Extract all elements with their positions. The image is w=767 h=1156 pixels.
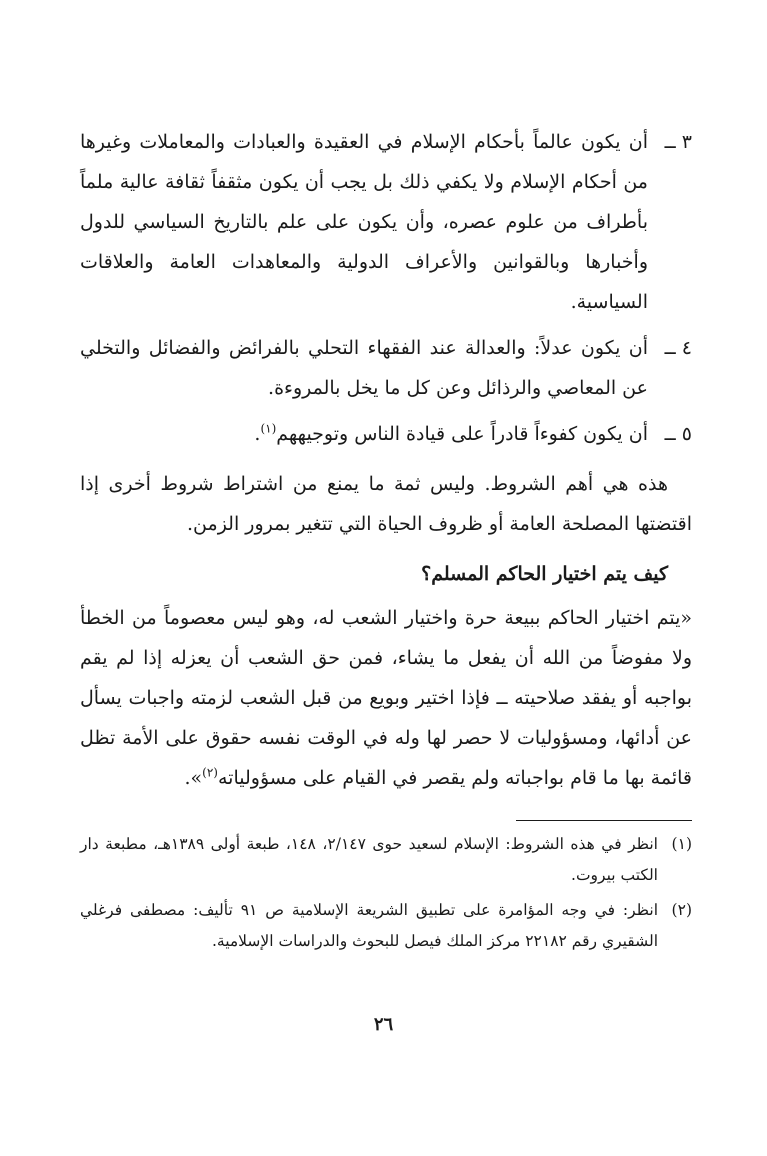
quote-end: ».: [184, 767, 203, 789]
condition-text: أن يكون عدلاً: والعدالة عند الفقهاء التحلي بالفرائض والفضائل والتخلي عن المعاصي والرذائل وعن كل ما يخل بالمروءة.: [80, 337, 648, 399]
condition-number: ٤ ــ: [664, 337, 692, 359]
condition-item-5: [80, 414, 692, 454]
footnote-reference[interactable]: (٢): [202, 765, 218, 780]
condition-text: أن يكون عالماً بأحكام الإسلام في العقيدة والعبادات والمعاملات وغيرها من أحكام الإسلام ولا يكفي ذلك بل يجب أن يكون مثقفاً ثقافة عالية ملماً بأطراف من علوم عصره، وأن يكون على علم بالتاريخ السياسي للدول وأخبارها وبالقوانين والأعراف الدولية والمعاهدات العامة والعلاقات السياسية.: [80, 131, 648, 313]
page-number: ٢٦: [373, 1014, 394, 1035]
condition-item-3: [80, 122, 692, 322]
condition-text: أن يكون كفوءاً قادراً على قيادة الناس وتوجيههم: [276, 423, 648, 445]
condition-number: ٣ ــ: [664, 131, 692, 153]
quote-paragraph: [80, 598, 692, 798]
footnote-number: (١): [671, 835, 692, 853]
footnote-text: انظر: في وجه المؤامرة على تطبيق الشريعة الإسلامية ص ٩١ تأليف: مصطفى فرغلي الشقيري رقم ٢٢١٨٢ مركز الملك فيصل للبحوث والدراسات الإسلامية.: [80, 901, 659, 950]
footnote-number: (٢): [671, 901, 692, 919]
footnote-divider: [516, 820, 692, 821]
condition-number: ٥ ــ: [664, 423, 692, 445]
footnote-text: انظر في هذه الشروط: الإسلام لسعيد حوى ٢/١٤٧، ١٤٨، طبعة أولى ١٣٨٩هـ، مطبعة دار الكتب بيروت.: [80, 835, 658, 884]
sentence-end: .: [254, 423, 261, 445]
footnote-2: [80, 895, 692, 957]
condition-text-wrapper: [80, 414, 648, 454]
page-body: [80, 122, 692, 961]
condition-item-4: [80, 328, 692, 408]
footnote-reference[interactable]: (١): [260, 421, 277, 436]
section-heading: كيف يتم اختيار الحاكم المسلم؟: [421, 563, 668, 585]
quote-text: «يتم اختيار الحاكم ببيعة حرة واختيار الشعب له، وهو ليس معصوماً من الخطأ ولا مفوضاً من الله أن يفعل ما يشاء، فمن حق الشعب أن يعزله إذا لم يقم بواجبه أو يفقد صلاحيته ــ فإذا اختير وبويع من قبل الشعب لزمته واجبات يسأل عن أدائها، ومسؤوليات لا حصر لها وله في الوقت نفسه حقوق على الأمة تظل قائمة بها ما قام بواجباته ولم يقصر في القيام على مسؤولياته: [80, 607, 692, 789]
summary-paragraph: هذه هي أهم الشروط. وليس ثمة ما يمنع من اشتراط شروط أخرى إذا اقتضتها المصلحة العامة أو ظروف الحياة التي تتغير بمرور الزمن.: [80, 473, 692, 535]
footnote-1: [80, 829, 692, 891]
